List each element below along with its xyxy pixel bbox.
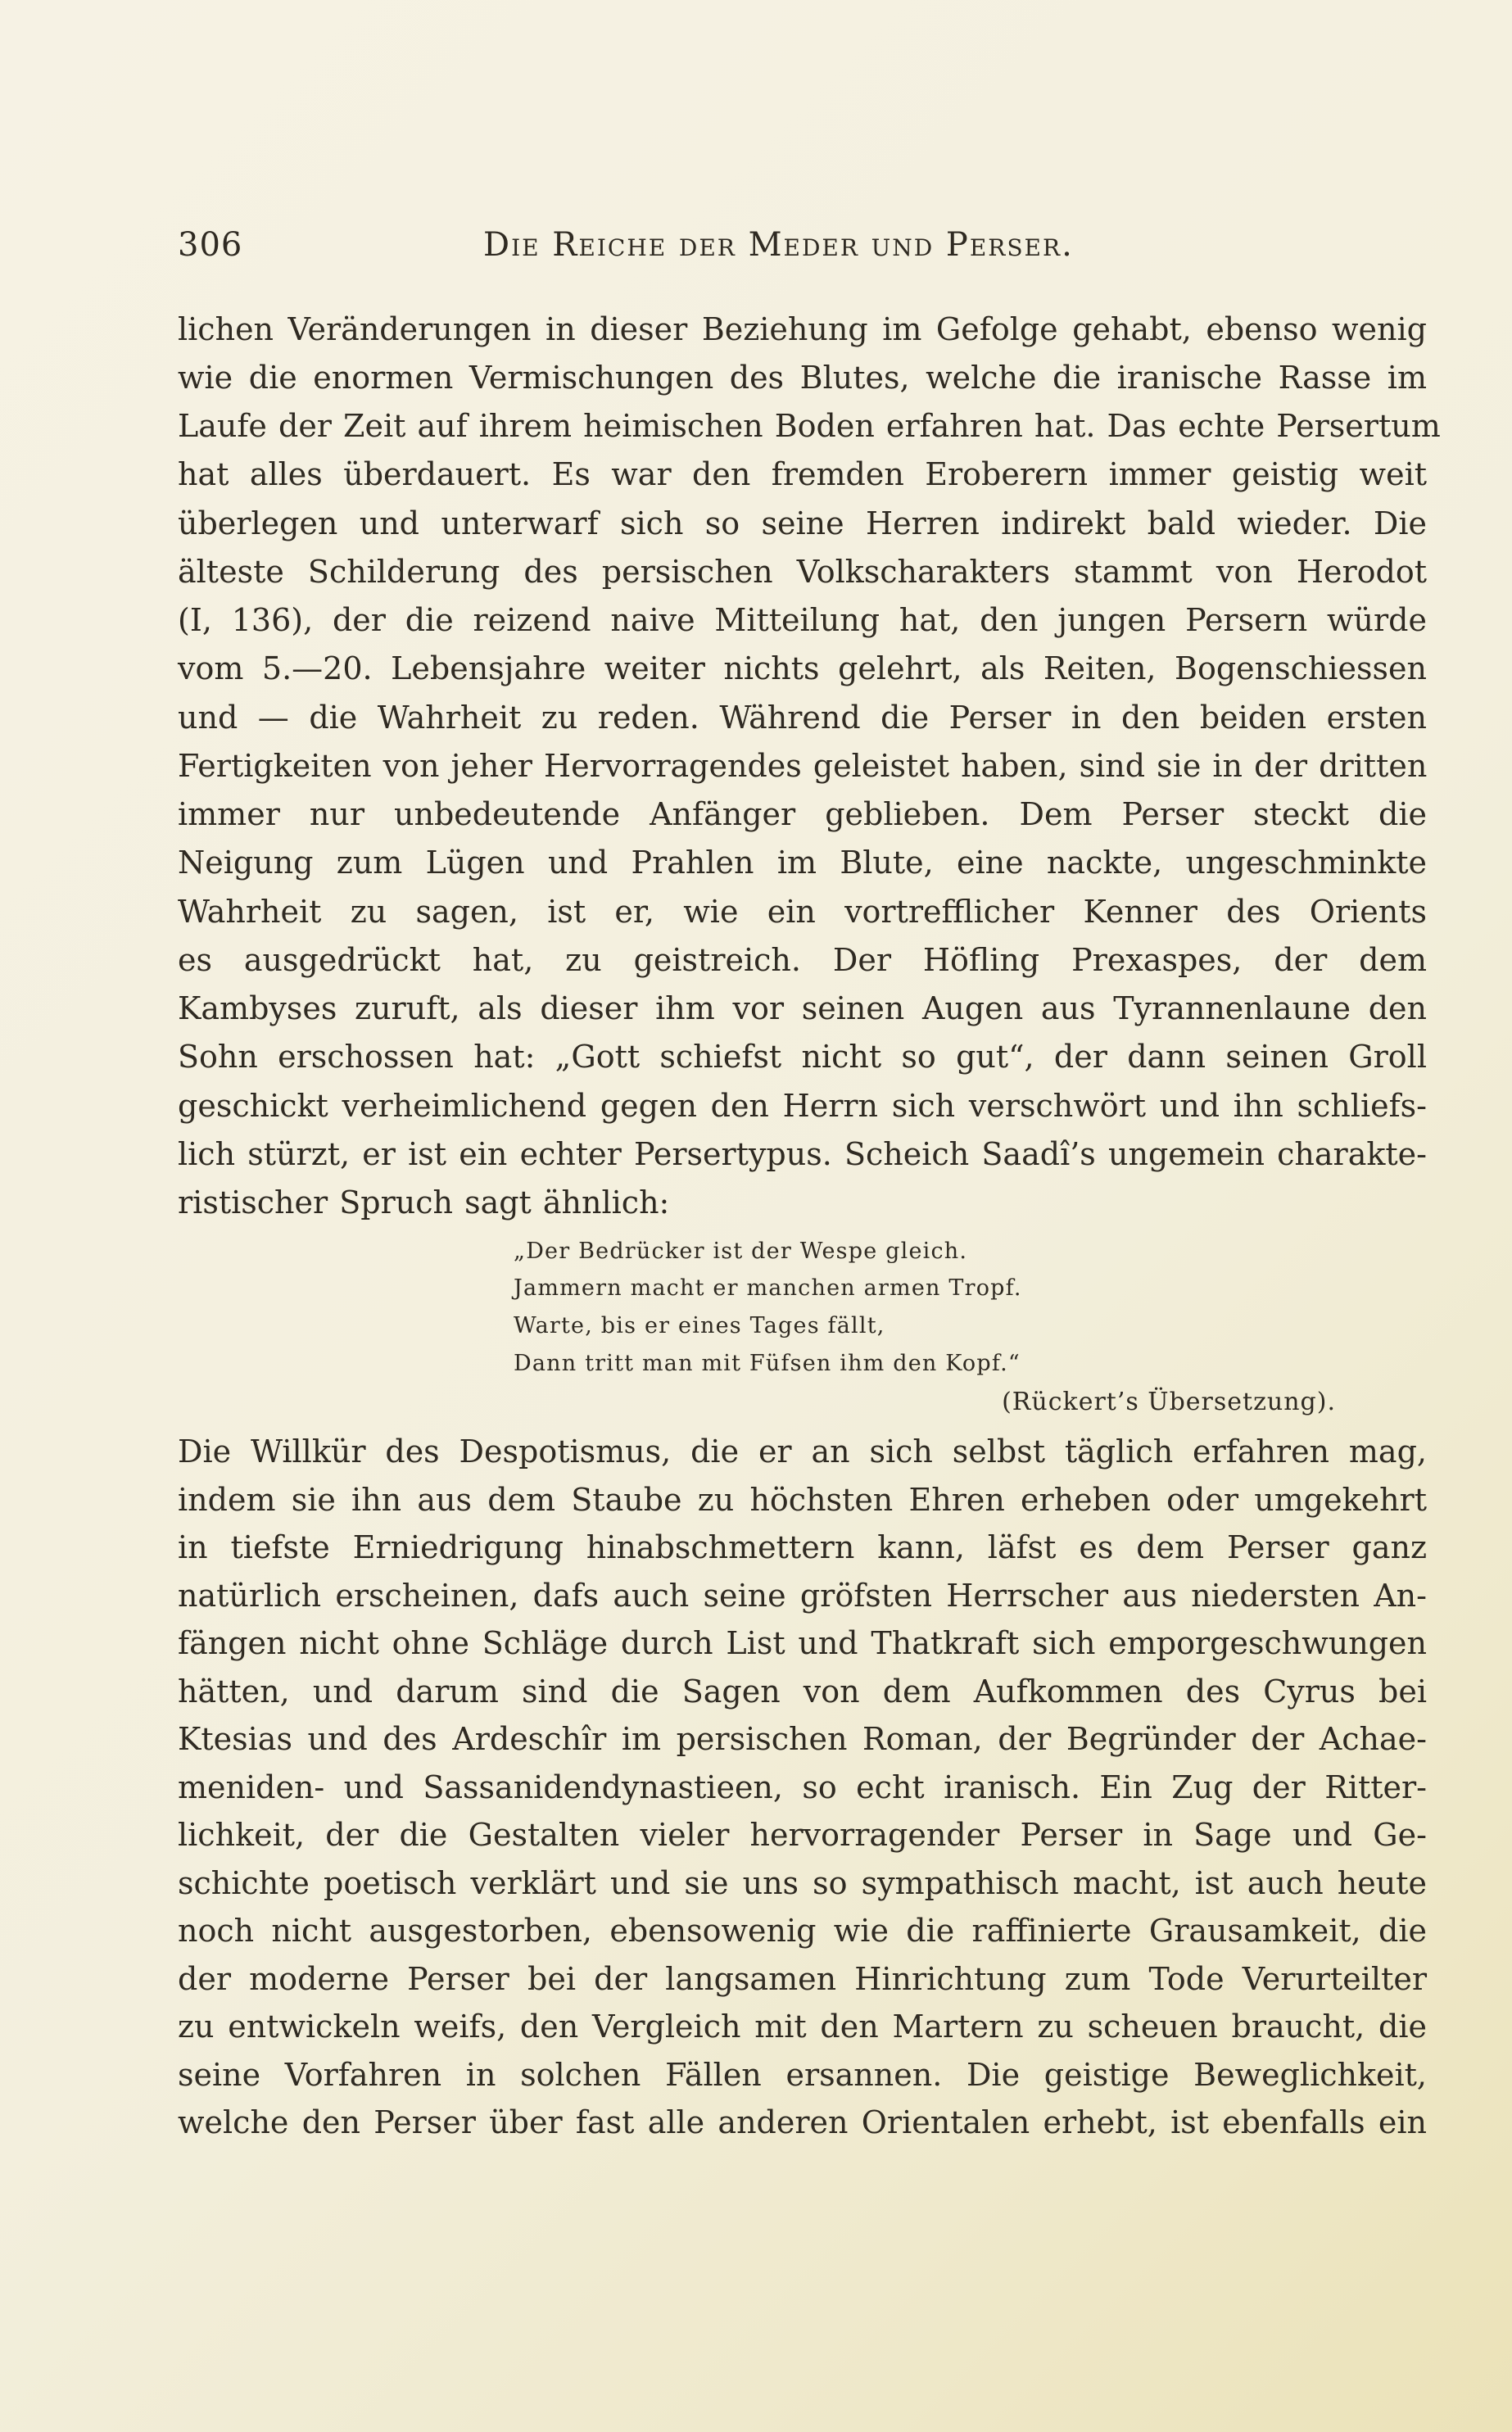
text-line: in tiefste Erniedrigung hinabschmettern kann, läfst es dem Perser ganz	[178, 1529, 1427, 1565]
text-line: meniden- und Sassanidendynastieen, so echt iranisch. Ein Zug der Ritter-	[178, 1769, 1427, 1805]
text-line: geschickt verheimlichend gegen den Herrn sich verschwört und ihn schliefs-	[178, 1088, 1427, 1124]
text-line: es ausgedrückt hat, zu geistreich. Der Höfling Prexaspes, der dem	[178, 942, 1427, 978]
text-line: hat alles überdauert. Es war den fremden Eroberern immer geistig weit	[178, 456, 1427, 492]
text-line: älteste Schilderung des persischen Volkscharakters stammt von Herodot	[178, 554, 1427, 590]
text-line: hätten, und darum sind die Sagen von dem Aufkommen des Cyrus bei	[178, 1673, 1427, 1710]
text-line: fängen nicht ohne Schläge durch List und Thatkraft sich emporgeschwungen	[178, 1625, 1427, 1661]
text-line: noch nicht ausgestorben, ebensowenig wie die raffinierte Grausamkeit, die	[178, 1913, 1427, 1949]
text-line: Sohn erschossen hat: „Gott schiefst nicht so gut“, der dann seinen Groll	[178, 1039, 1427, 1075]
text-line: (I, 136), der die reizend naive Mitteilung hat, den jungen Persern würde	[178, 602, 1427, 638]
text-line: der moderne Perser bei der langsamen Hinrichtung zum Tode Verurteilter	[178, 1961, 1427, 1997]
verse-line: „Der Bedrücker ist der Wespe gleich.	[514, 1239, 968, 1264]
text-line: lich stürzt, er ist ein echter Persertypus. Scheich Saadî’s ungemein charakte-	[178, 1136, 1427, 1172]
text-line: Ktesias und des Ardeschîr im persischen Roman, der Begründer der Achae-	[178, 1721, 1427, 1757]
text-line: indem sie ihn aus dem Staube zu höchsten Ehren erheben oder umgekehrt	[178, 1482, 1427, 1518]
text-line: wie die enormen Vermischungen des Blutes, welche die iranische Rasse im	[178, 360, 1427, 396]
running-title: Die Reiche der Meder und Perser.	[483, 226, 1074, 264]
text-line: natürlich erscheinen, dafs auch seine gröfsten Herrscher aus niedersten An-	[178, 1578, 1427, 1614]
text-line: Kambyses zuruft, als dieser ihm vor seinen Augen aus Tyrannenlaune den	[178, 990, 1427, 1026]
text-line: Wahrheit zu sagen, ist er, wie ein vortrefflicher Kenner des Orients	[178, 894, 1427, 930]
text-line: und — die Wahrheit zu reden. Während die Perser in den beiden ersten	[178, 700, 1427, 736]
verse-line: Warte, bis er eines Tages fällt,	[514, 1313, 885, 1338]
verse-line: Jammern macht er manchen armen Tropf.	[514, 1275, 1022, 1301]
text-line: lichkeit, der die Gestalten vieler hervorragender Perser in Sage und Ge-	[178, 1817, 1427, 1853]
text-line: schichte poetisch verklärt und sie uns so sympathisch macht, ist auch heute	[178, 1865, 1427, 1901]
page-header	[178, 226, 1128, 275]
page-number: 306	[178, 226, 243, 264]
text-line: lichen Veränderungen in dieser Beziehung im Gefolge gehabt, ebenso wenig	[178, 311, 1427, 347]
text-line: Die Willkür des Despotismus, die er an sich selbst täglich erfahren mag,	[178, 1433, 1427, 1470]
text-line: Fertigkeiten von jeher Hervorragendes geleistet haben, sind sie in der dritten	[178, 748, 1428, 784]
text-line: Laufe der Zeit auf ihrem heimischen Boden erfahren hat. Das echte Persertum	[178, 408, 1441, 444]
text-line: zu entwickeln weifs, den Vergleich mit den Martern zu scheuen braucht, die	[178, 2009, 1427, 2045]
text-line: vom 5.—20. Lebensjahre weiter nichts gelehrt, als Reiten, Bogenschiessen	[178, 650, 1427, 686]
translation-attribution: (Rückert’s Übersetzung).	[1002, 1388, 1336, 1416]
text-line: immer nur unbedeutende Anfänger geblieben. Dem Perser steckt die	[178, 796, 1427, 832]
text-line: welche den Perser über fast alle anderen Orientalen erhebt, ist ebenfalls ein	[178, 2104, 1427, 2140]
verse-line: Dann tritt man mit Füfsen ihm den Kopf.“	[514, 1351, 1021, 1376]
text-line: ristischer Spruch sagt ähnlich:	[178, 1184, 670, 1221]
text-line: seine Vorfahren in solchen Fällen ersannen. Die geistige Beweglichkeit,	[178, 2057, 1427, 2093]
text-line: Neigung zum Lügen und Prahlen im Blute, eine nackte, ungeschminkte	[178, 845, 1427, 881]
text-line: überlegen und unterwarf sich so seine Herren indirekt bald wieder. Die	[178, 505, 1427, 541]
